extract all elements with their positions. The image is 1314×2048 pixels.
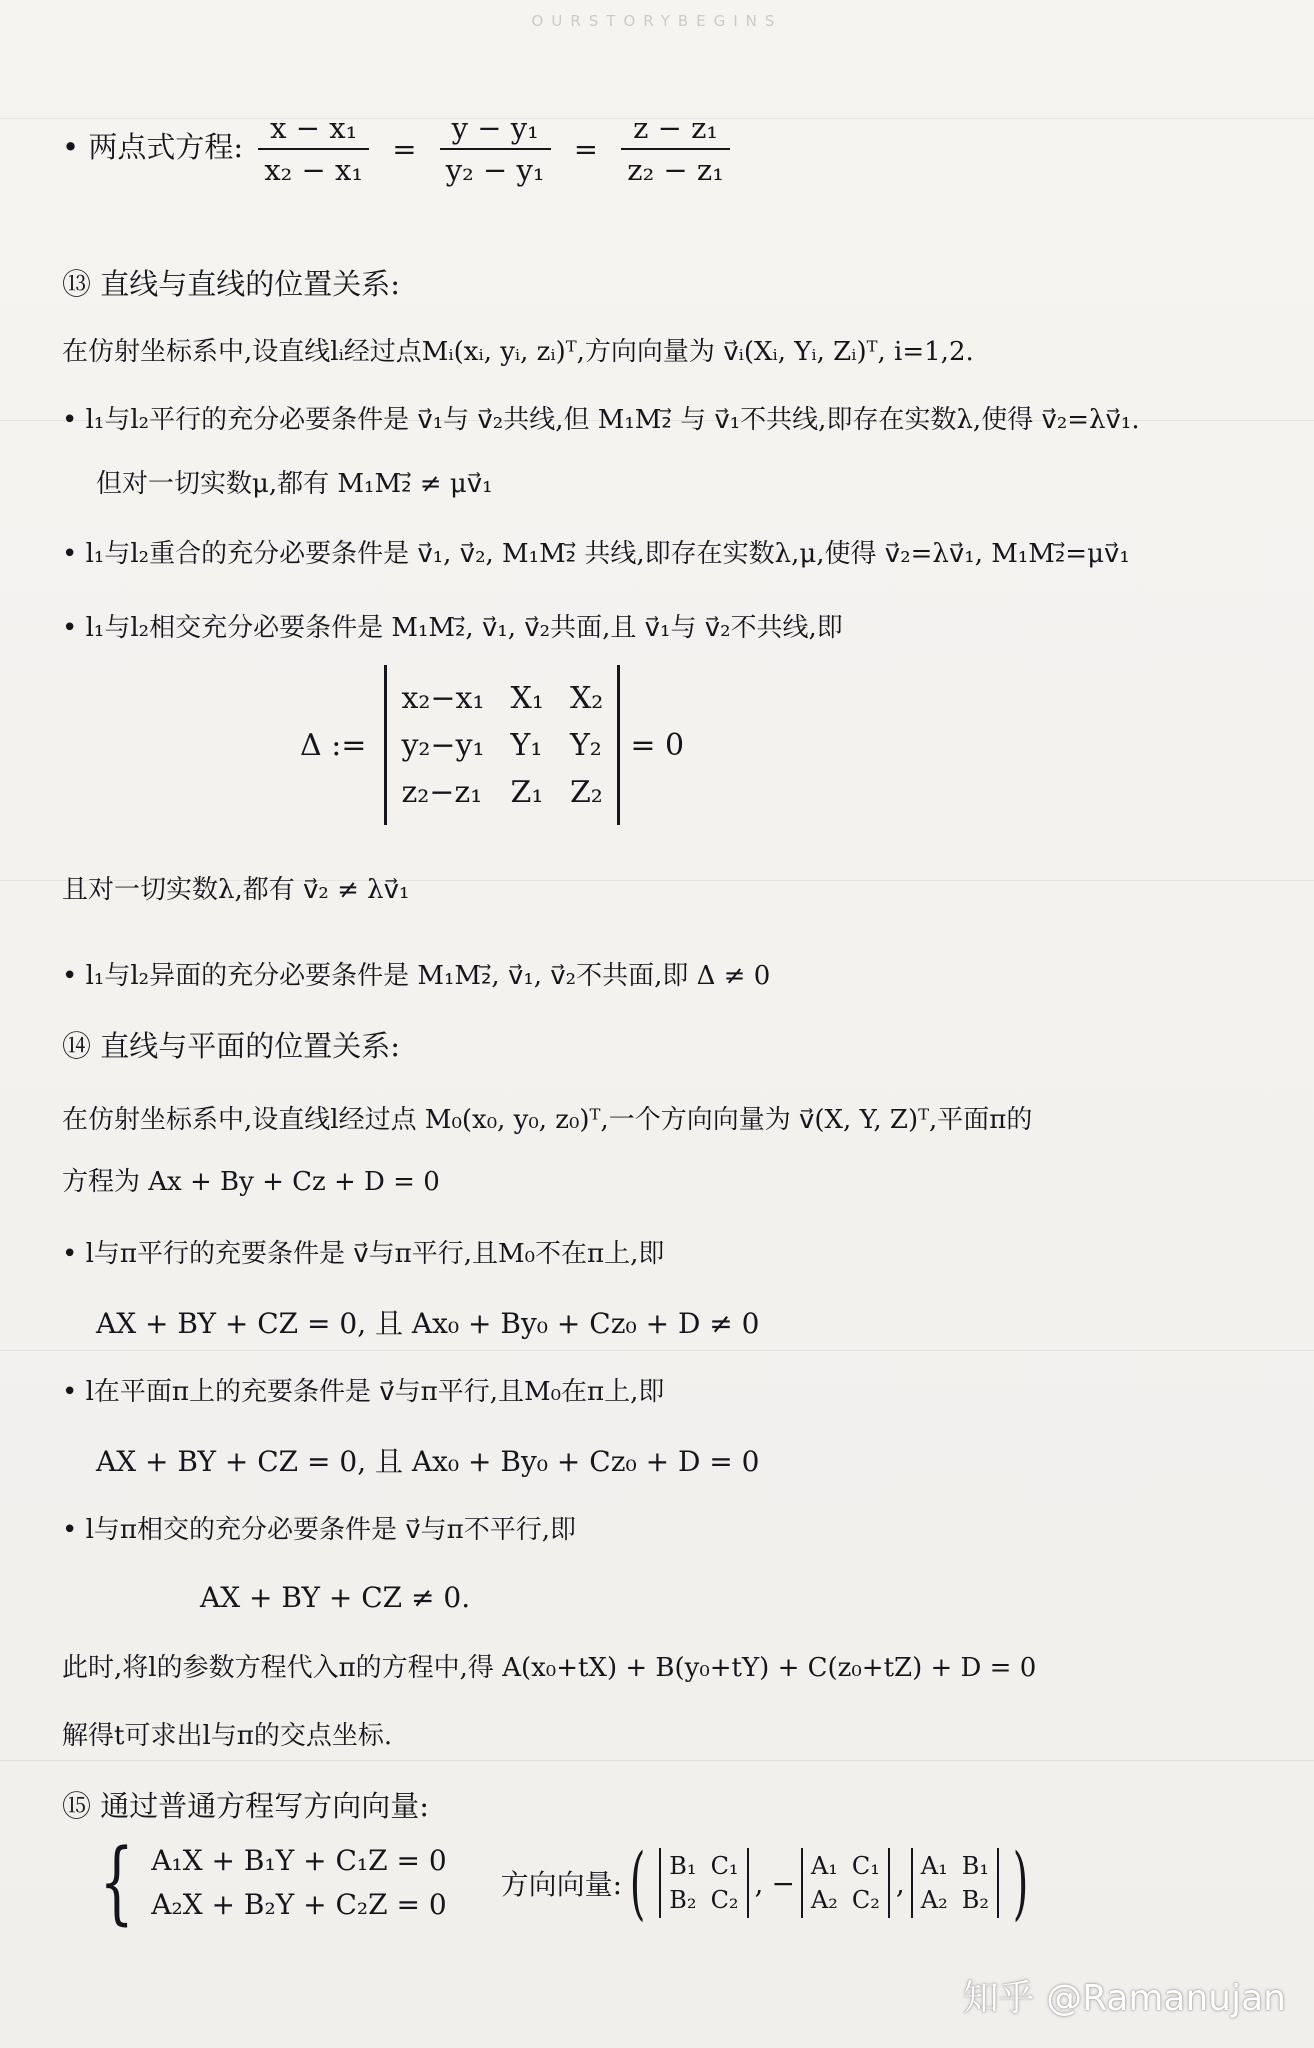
equals-sign: = [573,132,599,166]
equals-sign: = [392,132,417,166]
det-cell: X₂ [569,680,604,716]
minor-cell: C₁ [851,1852,880,1880]
two-point-label: • 两点式方程: [62,130,244,164]
parallel-condition: • l₁与l₂平行的充分必要条件是 v⃗₁与 v⃗₂共线,但 M₁M₂⃗ 与 v⃗₁不共线,即存在实数λ,使得 v⃗₂=λv⃗₁. [62,405,1140,435]
direction-vector-rparen: ) [1012,1836,1029,1929]
two-point-equation [62,108,736,190]
det-cell: y₂−y₁ [401,727,485,763]
system-brace: { [99,1830,134,1935]
det-cell: Y₁ [510,727,543,763]
general-equation-system [88,1830,1036,1935]
minor-3 [911,1848,999,1918]
coincide-condition: • l₁与l₂重合的充分必要条件是 v⃗₁, v⃗₂, M₁M₂⃗ 共线,即存在实数λ,μ,使得 v⃗₂=λv⃗₁, M₁M₂⃗=μv⃗₁ [62,539,1130,569]
section-14-intro-cont: 方程为 Ax + By + Cz + D = 0 [62,1167,440,1197]
fraction-x-denominator: x₂ − x₁ [264,153,364,187]
fraction-x [258,108,369,190]
direction-vector-lparen: ( [629,1836,646,1929]
section-13-title: ⑬ 直线与直线的位置关系: [62,267,400,301]
section-15-title: ⑮ 通过普通方程写方向向量: [62,1789,429,1823]
intersect-condition-cont: 且对一切实数λ,都有 v⃗₂ ≠ λv⃗₁ [62,875,410,905]
section-14-title: ⑭ 直线与平面的位置关系: [62,1029,400,1063]
ruled-line [0,1760,1314,1761]
intersect-condition: • l₁与l₂相交充分必要条件是 M₁M₂⃗, v⃗₁, v⃗₂共面,且 v⃗₁与 v⃗₂不共线,即 [62,613,843,643]
determinant-bar-right [617,665,620,825]
line-plane-intersect-equation: AX + BY + CZ ≠ 0. [200,1581,471,1614]
system-equation-1: A₁X + B₁Y + C₁Z = 0 [151,1844,447,1877]
det-cell: Y₂ [569,727,602,763]
minor-2 [801,1848,890,1918]
determinant [300,660,684,830]
minus-sign: − [771,1866,795,1900]
minor-cell: B₁ [961,1852,989,1880]
minor-cell: C₁ [710,1852,739,1880]
parameter-substitution-note: 此时,将l的参数方程代入π的方程中,得 A(x₀+tX) + B(y₀+tY) + C(z₀+tZ) + D = 0 [62,1653,1037,1683]
line-in-plane: • l在平面π上的充要条件是 v⃗与π平行,且M₀在π上,即 [62,1377,665,1407]
minor-1 [659,1848,748,1918]
intersection-point-note: 解得t可求出l与π的交点坐标. [62,1721,393,1751]
det-cell: x₂−x₁ [401,680,485,716]
system-equation-2: A₂X + B₂Y + C₂Z = 0 [151,1888,447,1921]
line-in-plane-equation: AX + BY + CZ = 0, 且 Ax₀ + By₀ + Cz₀ + D = 0 [96,1445,760,1478]
direction-vector-label: 方向向量: [500,1868,623,1901]
det-cell: X₁ [510,680,544,716]
minor-cell: B₂ [669,1886,697,1914]
minor-cell: C₂ [710,1886,739,1914]
minor-grid [913,1849,997,1917]
fraction-y-numerator: y − y₁ [440,108,551,150]
skew-condition: • l₁与l₂异面的充分必要条件是 M₁M₂⃗, v⃗₁, v⃗₂不共面,即 Δ ≠ 0 [62,961,771,991]
minor-cell: B₂ [961,1886,989,1914]
minor-cell: A₁ [810,1852,838,1880]
ruled-line [0,1350,1314,1351]
fraction-z-numerator: z − z₁ [621,108,730,150]
direction-vector [500,1836,1037,1929]
det-cell: z₂−z₁ [401,774,483,810]
minor-cell: A₁ [920,1852,948,1880]
comma: , [754,1866,764,1900]
fraction-y-denominator: y₂ − y₁ [445,153,545,187]
top-watermark: OURSTORYBEGINS [531,12,783,30]
minor-bar [747,1848,749,1918]
line-plane-parallel: • l与π平行的充要条件是 v⃗与π平行,且M₀不在π上,即 [62,1239,665,1269]
determinant-equals-zero: = 0 [630,727,685,763]
fraction-x-numerator: x − x₁ [258,108,369,150]
minor-grid [661,1849,746,1917]
minor-cell: A₂ [920,1886,948,1914]
parallel-condition-cont: 但对一切实数μ,都有 M₁M₂⃗ ≠ μv⃗₁ [96,469,493,499]
minor-grid [803,1849,888,1917]
minor-cell: C₂ [851,1886,880,1914]
determinant-label: Δ := [300,727,367,763]
det-cell: Z₂ [569,774,603,810]
system-rows [151,1839,446,1927]
det-cell: Z₁ [510,774,544,810]
comma: , [895,1866,905,1900]
section-13-intro: 在仿射坐标系中,设直线lᵢ经过点Mᵢ(xᵢ, yᵢ, zᵢ)ᵀ,方向向量为 v⃗ᵢ(Xᵢ, Yᵢ, Zᵢ)ᵀ, i=1,2. [62,337,974,367]
line-plane-parallel-equation: AX + BY + CZ = 0, 且 Ax₀ + By₀ + Cz₀ + D ≠ 0 [96,1307,760,1340]
line-plane-intersect: • l与π相交的充分必要条件是 v⃗与π不平行,即 [62,1515,577,1545]
determinant-grid [387,681,617,810]
fraction-z-denominator: z₂ − z₁ [627,153,724,187]
brand-watermark: 知乎 @Ramanujan [962,1978,1286,2019]
minor-cell: A₂ [810,1886,838,1914]
minor-bar [997,1848,999,1918]
fraction-y [440,108,551,190]
minor-cell: B₁ [669,1852,697,1880]
minor-bar [888,1848,890,1918]
fraction-z [621,108,730,190]
section-14-intro: 在仿射坐标系中,设直线l经过点 M₀(x₀, y₀, z₀)ᵀ,一个方向向量为 v⃗(X, Y, Z)ᵀ,平面π的 [62,1105,1033,1135]
